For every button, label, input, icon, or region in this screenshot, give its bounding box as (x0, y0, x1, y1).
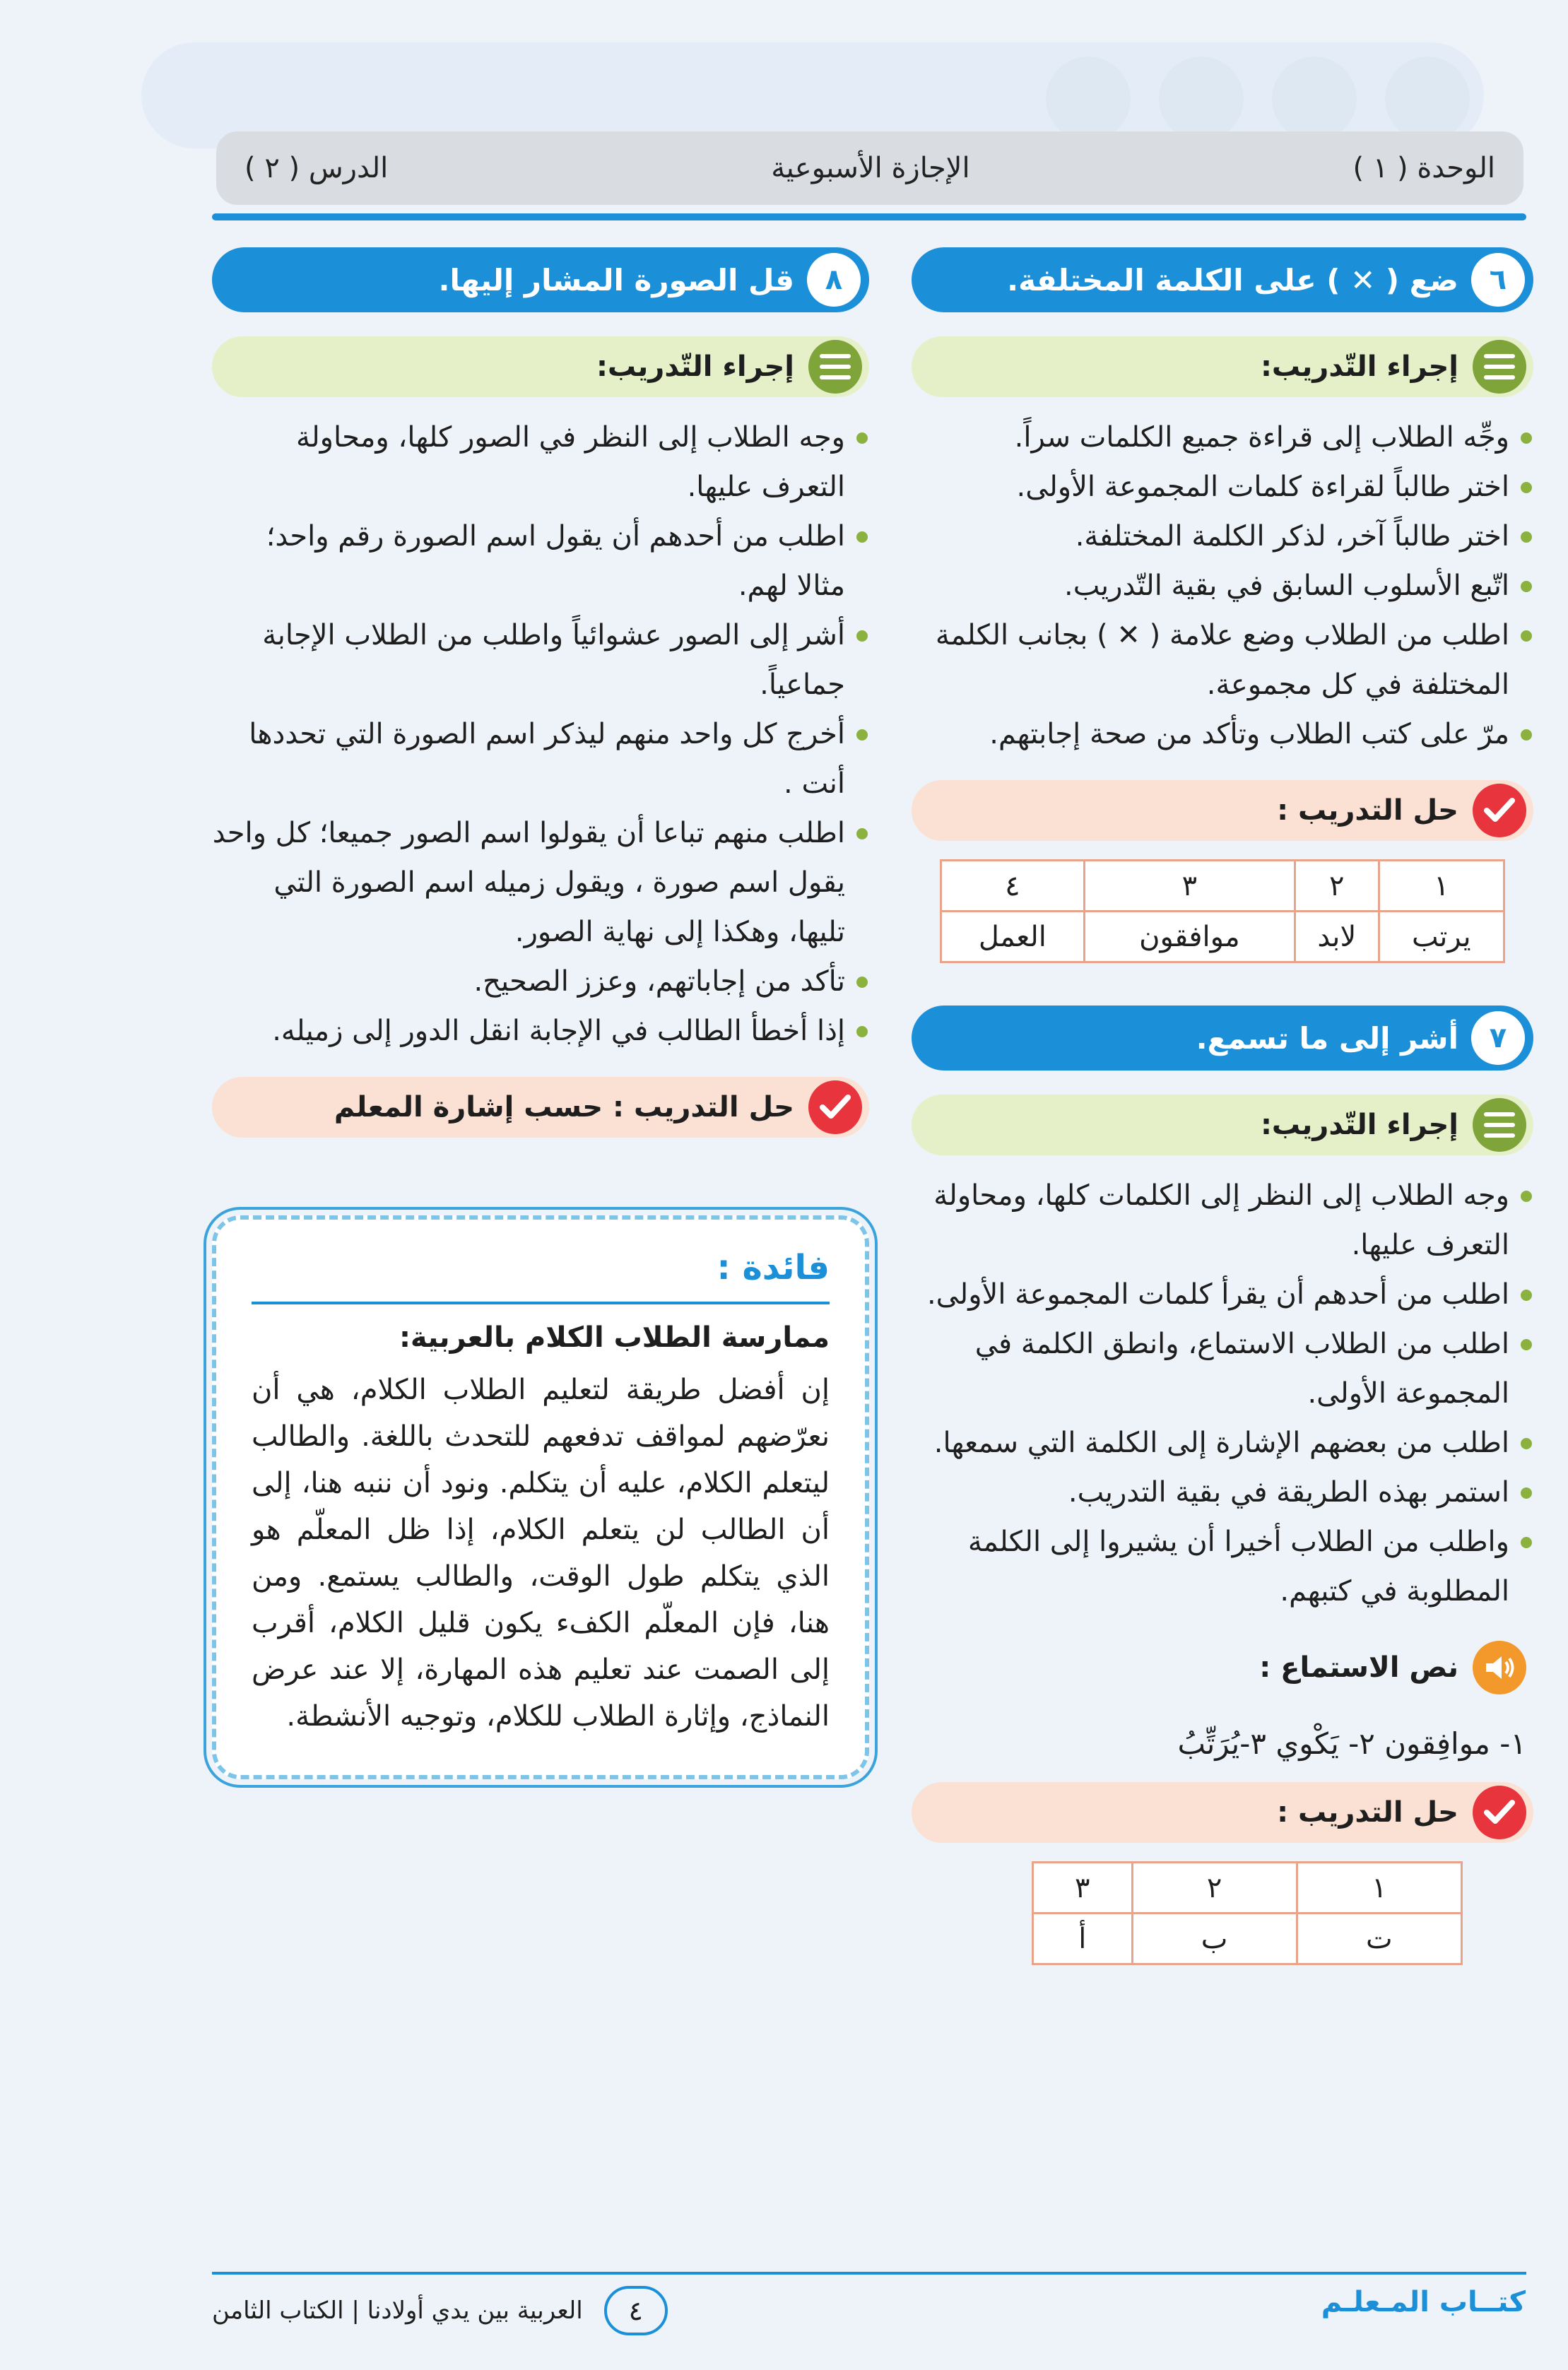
decorative-circle (1385, 57, 1470, 141)
list-item: اختر طالباً لقراءة كلمات المجموعة الأولى. (912, 462, 1533, 512)
list-item: وجه الطلاب إلى النظر في الصور كلها، ومحاولة التعرف عليها. (212, 413, 869, 512)
list-item: اطلب من أحدهم أن يقول اسم الصورة رقم واحد؛ مثالا لهم. (212, 512, 869, 611)
table-cell: لابد (1295, 912, 1379, 962)
lesson-label: الدرس ( ٢ ) (244, 152, 389, 184)
decorative-circle (1272, 57, 1357, 141)
table-header: ١ (1297, 1863, 1461, 1914)
decorative-circle (1046, 57, 1131, 141)
list-item: اختر طالباً آخر، لذكر الكلمة المختلفة. (912, 512, 1533, 561)
list-item: استمر بهذه الطريقة في بقية التدريب. (912, 1468, 1533, 1517)
list-item: اطلب من بعضهم الإشارة إلى الكلمة التي سمعها. (912, 1418, 1533, 1468)
decorative-circle (1159, 57, 1244, 141)
table-header: ٢ (1295, 861, 1379, 912)
answer-table (1032, 1861, 1463, 1965)
page-number: ٤ (604, 2286, 668, 2335)
list-item: وجِّه الطلاب إلى قراءة جميع الكلمات سراً. (912, 413, 1533, 462)
table-header: ٣ (1084, 861, 1295, 912)
unit-label: الوحدة ( ١ ) (1352, 152, 1495, 184)
exercise-title: أشر إلى ما تسمع. (1196, 1020, 1458, 1056)
table-header: ٤ (941, 861, 1085, 912)
solution-label: حل التدريب : حسب إشارة المعلم (334, 1091, 794, 1124)
solution-band (212, 1077, 869, 1138)
checkmark-icon (1473, 1786, 1526, 1839)
list-item: تأكد من إجاباتهم، وعزز الصحيح. (212, 957, 869, 1006)
listening-band (912, 1637, 1533, 1698)
footer-series (212, 2286, 668, 2335)
list-item: اطلب من الطلاب وضع علامة ( ✕ ) بجانب الكلمة المختلفة في كل مجموعة. (912, 611, 1533, 709)
solution-band (912, 1782, 1533, 1843)
table-cell: ت (1297, 1914, 1461, 1964)
procedure-band (212, 336, 869, 397)
solution-band (912, 780, 1533, 841)
left-column (212, 247, 869, 1779)
list-item: اطلب من الطلاب الاستماع، وانطق الكلمة في المجموعة الأولى. (912, 1319, 1533, 1418)
table-cell: العمل (941, 912, 1085, 962)
footer-divider (212, 2272, 1526, 2275)
exercise-7-header (912, 1006, 1533, 1071)
header-divider (212, 213, 1526, 220)
table-cell: أ (1033, 1914, 1133, 1964)
checkmark-icon (1473, 784, 1526, 837)
list-item: وجه الطلاب إلى النظر إلى الكلمات كلها، ومحاولة التعرف عليها. (912, 1171, 1533, 1270)
list-item: اطلب منهم تباعا أن يقولوا اسم الصور جميعا؛ كل واحد يقول اسم صورة ، ويقول زميله اسم الصورة التي تليها، وهكذا إلى نهاية الصور. (212, 808, 869, 957)
tip-divider (252, 1302, 830, 1304)
procedure-list (912, 413, 1533, 759)
list-item: اطلب من أحدهم أن يقرأ كلمات المجموعة الأولى. (912, 1270, 1533, 1319)
list-item: أشر إلى الصور عشوائياً واطلب من الطلاب الإجابة جماعياً. (212, 611, 869, 709)
procedure-band (912, 1095, 1533, 1155)
exercise-8-header (212, 247, 869, 312)
solution-label: حل التدريب : (1277, 1796, 1458, 1829)
procedure-label: إجراء التّدريب: (1260, 350, 1458, 383)
procedure-list (212, 413, 869, 1056)
answer-table (940, 859, 1505, 963)
exercise-number: ٧ (1471, 1011, 1525, 1065)
exercise-number: ٦ (1471, 253, 1525, 307)
tip-subtitle: ممارسة الطلاب الكلام بالعربية: (399, 1321, 830, 1354)
page-header (216, 131, 1523, 205)
procedure-label: إجراء التّدريب: (596, 350, 794, 383)
right-column (912, 247, 1533, 1965)
listening-text: ١- موافِقون ٢- يَكْوي ٣-يُرَتِّبُ (1177, 1726, 1526, 1761)
list-item: أخرج كل واحد منهم ليذكر اسم الصورة التي تحددها أنت . (212, 709, 869, 808)
list-item: واطلب من الطلاب أخيرا أن يشيروا إلى الكلمة المطلوبة في كتبهم. (912, 1517, 1533, 1616)
list-icon (1473, 1098, 1526, 1152)
list-icon (1473, 340, 1526, 394)
list-item: مرّ على كتب الطلاب وتأكد من صحة إجابتهم. (912, 709, 1533, 759)
speaker-icon (1473, 1641, 1526, 1694)
footer-book-title: كتــاب المـعلـم (1321, 2286, 1526, 2318)
list-item: إذا أخطأ الطالب في الإجابة انقل الدور إلى زميله. (212, 1006, 869, 1056)
table-cell: موافقون (1084, 912, 1295, 962)
procedure-band (912, 336, 1533, 397)
lesson-title: الإجازة الأسبوعية (771, 152, 970, 184)
table-cell: ب (1132, 1914, 1297, 1964)
procedure-label: إجراء التّدريب: (1260, 1109, 1458, 1141)
tip-box (212, 1215, 869, 1779)
exercise-title: قل الصورة المشار إليها. (438, 262, 794, 297)
checkmark-icon (808, 1080, 862, 1134)
footer-series-label: العربية بين يدي أولادنا | الكتاب الثامن (212, 2297, 583, 2325)
procedure-list (912, 1171, 1533, 1616)
listening-label: نص الاستماع : (1259, 1651, 1458, 1684)
table-header: ٢ (1132, 1863, 1297, 1914)
solution-label: حل التدريب : (1277, 794, 1458, 827)
exercise-number: ٨ (807, 253, 861, 307)
tip-title: فائدة : (717, 1248, 830, 1287)
table-cell: يرتب (1379, 912, 1504, 962)
tip-body: إن أفضل طريقة لتعليم الطلاب الكلام، هي أن نعرّضهم لمواقف تدفعهم للتحدث باللغة. والطالب ليتعلم الكلام، عليه أن يتكلم. ونود أن ننبه هنا، إلى أن الطالب لن يتعلم الكلام، إذا ظل المعلّم هو الذي يتكلم طول الوقت، والطالب يستمع. ومن هنا، فإن المعلّم الكفء يكون قليل الكلام، أقرب إلى الصمت عند تعليم هذه المهارة، إلا عند عرض النماذج، وإثارة الطلاب للكلام، وتوجيه الأنشطة. (252, 1374, 830, 1733)
exercise-title: ضع ( ✕ ) على الكلمة المختلفة. (1007, 262, 1458, 297)
list-icon (808, 340, 862, 394)
table-header: ١ (1379, 861, 1504, 912)
table-header: ٣ (1033, 1863, 1133, 1914)
list-item: اتّبع الأسلوب السابق في بقية التّدريب. (912, 561, 1533, 611)
exercise-6-header (912, 247, 1533, 312)
